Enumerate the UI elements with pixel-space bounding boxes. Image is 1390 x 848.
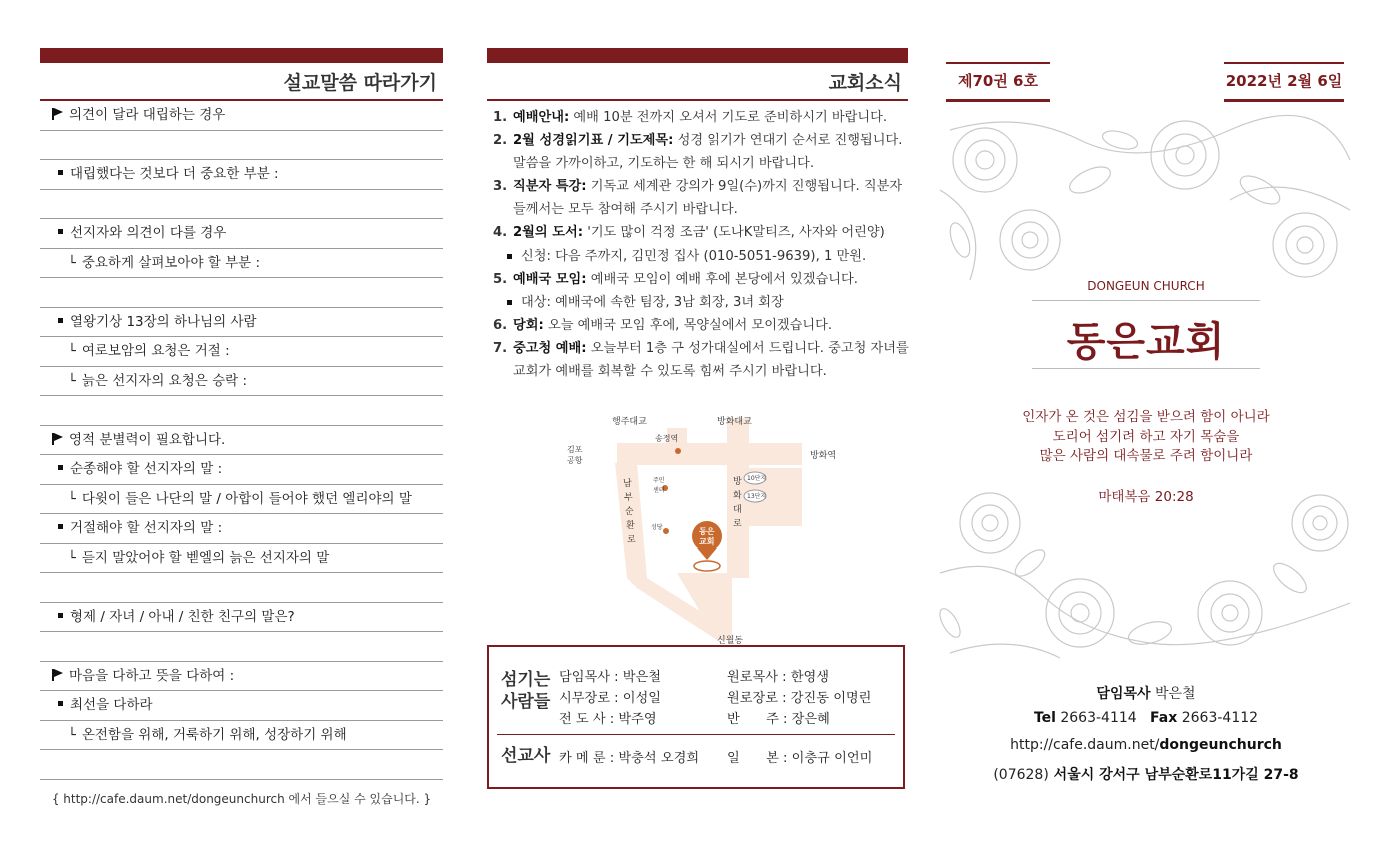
sermon-note-row <box>40 278 443 308</box>
news-body: '기도 많이 걱정 조금' (도나K말티즈, 사자와 어린양) <box>583 225 885 241</box>
news-body: 예배국 모임이 예배 후에 본당에서 있겠습니다. <box>586 271 858 287</box>
news-body: 예배 10분 전까지 오셔서 기도로 준비하시기 바랍니다. <box>569 110 888 125</box>
square-bullet-icon <box>58 613 63 618</box>
church-building-icon <box>694 561 720 571</box>
news-item <box>493 314 909 337</box>
map-label-songjeong: 송정역 <box>655 434 679 443</box>
sermon-notes-title: 설교말씀 따라가기 <box>283 72 437 94</box>
sermon-note-row <box>40 101 443 131</box>
sermon-note-row <box>40 396 443 426</box>
news-heading: 직분자 특강: <box>513 179 587 195</box>
square-bullet-icon <box>58 465 63 470</box>
sermon-note-row <box>40 160 443 190</box>
sermon-note-row <box>40 190 443 220</box>
news-heading: 당회: <box>513 317 544 333</box>
staff-evangelist: 전 도 사 : 박주영 <box>559 712 657 727</box>
location-map <box>547 408 847 648</box>
songjeong-station-marker <box>675 448 681 454</box>
news-heading: 예배안내: <box>513 110 570 125</box>
sermon-note-text: 중요하게 살펴보아야 할 부분 : <box>81 254 261 271</box>
sermon-note-text: 거절해야 할 선지자의 말 : <box>70 520 223 536</box>
flag-icon <box>52 108 63 120</box>
news-item <box>493 268 909 291</box>
map-label-apt-10: 10단지 <box>747 475 767 482</box>
news-body: 성경 읽기가 연대기 순서로 진행됩니다. 말씀을 가까이하고, 기도하는 한 해 되시기 바랍니다. <box>513 133 903 172</box>
phone-fax: Tel 2663-4114 Fax 2663-4112 <box>1033 710 1259 726</box>
staff-divider <box>497 734 895 735</box>
square-bullet-icon <box>58 318 63 323</box>
svg-text:방: 방 <box>733 477 742 487</box>
church-news-list <box>493 106 909 383</box>
news-body: 오늘부터 1층 구 성가대실에서 드립니다. 중고청 자녀를 교회가 예배를 회복할 수 있도록 힘써 주시기 바랍니다. <box>513 340 909 380</box>
staff-pastor: 담임목사 : 박은철 <box>559 670 662 685</box>
news-number: 4. <box>493 225 508 241</box>
church-pin-icon <box>692 521 722 551</box>
staff-accompanist: 반 주 : 장은혜 <box>727 712 830 727</box>
rose-border-top <box>930 110 1362 295</box>
staff-box <box>487 645 905 789</box>
news-number: 3. <box>493 179 508 195</box>
sermon-note-row <box>40 308 443 338</box>
flag-icon <box>52 433 63 445</box>
news-body: 다음 주까지, 김민정 집사 (010-5051-9639), 1 만원. <box>550 248 867 264</box>
sermon-note-row <box>40 219 443 249</box>
cover-divider-bottom <box>1032 368 1260 369</box>
news-number: 2. <box>493 133 508 149</box>
road-horizontal <box>617 443 802 465</box>
church-address: (07628) 서울시 강서구 남부순환로11가길 27-8 <box>993 767 1299 783</box>
news-heading: 2월의 도서: <box>513 225 583 241</box>
svg-text:환: 환 <box>626 521 635 531</box>
sermon-note-row <box>40 514 443 544</box>
sermon-note-text: 순종해야 할 선지자의 말 : <box>70 461 223 477</box>
header-bar <box>40 48 443 63</box>
map-label-community-2: 센터 <box>653 487 665 494</box>
sermon-note-row <box>40 249 443 279</box>
square-bullet-icon <box>58 170 63 175</box>
scripture-verse: 인자가 온 것은 섬김을 받으려 함이 아니라 도리어 섬기려 하고 자기 목숨을 많은 사람의 대속물로 주려 함이니라 <box>1022 409 1270 464</box>
sermon-note-text: 최선을 다하라 <box>70 697 153 713</box>
sub-arrow-icon: └ <box>68 344 76 359</box>
sermon-note-row <box>40 455 443 485</box>
news-item <box>493 221 909 244</box>
map-label-haengju: 행주대교 <box>612 417 647 427</box>
square-bullet-icon <box>58 701 63 706</box>
sermon-note-text: 온전함을 위해, 거룩하기 위해, 성장하기 위해 <box>81 726 347 743</box>
map-label-sinwol: 신월동 <box>717 636 744 646</box>
sermon-note-row <box>40 721 443 751</box>
sermon-notes-lines <box>40 101 443 780</box>
news-body: 오늘 예배국 모임 후에, 목양실에서 모이겠습니다. <box>543 317 833 333</box>
church-name-korean: 동은교회 <box>1066 319 1226 365</box>
news-heading: 예배국 모임: <box>513 271 587 287</box>
svg-text:부: 부 <box>624 493 633 503</box>
title-divider <box>487 99 908 101</box>
staff-emeritus-pastor: 원로목사 : 한영생 <box>727 670 830 685</box>
sermon-note-text: 선지자와 의견이 다를 경우 <box>70 225 227 241</box>
map-label-gimpo: 김포 <box>567 445 583 454</box>
map-label-airport: 공항 <box>567 456 583 465</box>
sermon-note-text: 여로보암의 요청은 거절 : <box>81 343 230 359</box>
sermon-note-row <box>40 367 443 397</box>
news-item <box>493 175 909 221</box>
news-item <box>493 245 909 268</box>
svg-text:로: 로 <box>627 535 636 545</box>
church-pin-tip <box>697 548 717 560</box>
sermon-note-text: 의견이 달라 대립하는 경우 <box>69 107 226 123</box>
sub-arrow-icon: └ <box>68 373 76 389</box>
sermon-note-row <box>40 544 443 574</box>
news-heading: 중고청 예배: <box>513 340 587 356</box>
svg-text:순: 순 <box>625 507 634 517</box>
svg-text:화: 화 <box>733 491 742 501</box>
sermon-note-row <box>40 337 443 367</box>
sermon-note-row <box>40 131 443 161</box>
news-number: 1. <box>493 110 508 125</box>
sermon-note-text: 늙은 선지자의 요청은 승락 : <box>81 372 247 389</box>
svg-text:로: 로 <box>733 519 742 529</box>
news-heading: 2월 성경읽기표 / 기도제목: <box>513 133 674 149</box>
map-label-community-1: 주민 <box>653 477 665 484</box>
square-bullet-icon <box>58 229 63 234</box>
staff-elder: 시무장로 : 이성일 <box>559 691 662 706</box>
sermon-note-row <box>40 662 443 692</box>
bulletin-cover <box>930 48 1362 808</box>
sermon-note-text: 마음을 다하고 뜻을 다하여 : <box>69 667 235 684</box>
staff-emeritus-elders: 원로장로 : 강진동 이명린 <box>727 691 872 706</box>
map-label-cathedral: 성당 <box>651 524 663 531</box>
news-number: 6. <box>493 317 508 333</box>
news-heading: 대상: <box>521 294 551 310</box>
svg-text:남: 남 <box>623 479 632 489</box>
news-heading: 신청: <box>521 248 551 264</box>
news-item <box>493 291 909 314</box>
square-bullet-icon <box>507 300 512 305</box>
news-body: 기독교 세계관 강의가 9일(수)까지 진행됩니다. 직분자들께서는 모두 참여해 주시기 바랍니다. <box>513 179 903 218</box>
map-drawing <box>547 408 847 648</box>
staff-label: 섬기는 사람들 <box>501 670 551 712</box>
news-item <box>493 106 909 129</box>
sermon-notes-panel <box>40 48 443 808</box>
pastor-contact: 담임목사 박은철 <box>1096 686 1196 702</box>
map-label-banghwa-station: 방화역 <box>810 451 837 461</box>
news-number: 7. <box>493 340 508 356</box>
square-bullet-icon <box>58 524 63 529</box>
news-item <box>493 337 909 383</box>
news-body: 예배국에 속한 팀장, 3남 회장, 3녀 회장 <box>550 294 784 310</box>
sub-arrow-icon: └ <box>68 255 76 271</box>
cover-divider-top <box>1032 300 1260 301</box>
map-label-banghwa-bridge: 방화대교 <box>717 417 752 427</box>
bulletin-date: 2022년 2월 6일 <box>1224 62 1344 102</box>
missionary-cameroon: 카 메 룬 : 박충석 오경희 <box>559 751 700 766</box>
news-number: 5. <box>493 271 508 287</box>
sermon-note-text: 형제 / 자녀 / 아내 / 친한 친구의 말은? <box>70 608 295 625</box>
missionary-label: 선교사 <box>501 746 551 766</box>
sermon-note-row <box>40 691 443 721</box>
sermon-note-text: 다윗이 들은 나단의 말 / 아합이 들어야 했던 엘리야의 말 <box>81 490 412 507</box>
sub-arrow-icon: └ <box>68 550 76 566</box>
sermon-notes-footer: { http://cafe.daum.net/dongeunchurch 에서 들으실 수 있습니다. } <box>51 792 432 806</box>
sermon-note-row <box>40 485 443 515</box>
flag-icon <box>52 669 63 681</box>
sub-arrow-icon: └ <box>68 727 76 743</box>
map-label-church-1: 동은 <box>699 527 715 536</box>
cathedral-marker <box>663 528 669 534</box>
sermon-note-text: 영적 분별력이 필요합니다. <box>69 431 226 448</box>
church-news-title: 교회소식 <box>828 72 902 94</box>
scripture-reference: 마태복음 20:28 <box>1098 489 1194 505</box>
sermon-note-text: 듣지 말았어야 할 벧엘의 늙은 선지자의 말 <box>81 549 330 566</box>
sermon-note-row <box>40 426 443 456</box>
sermon-note-text: 열왕기상 13장의 하나님의 사람 <box>70 313 257 330</box>
map-label-church-2: 교회 <box>699 537 715 546</box>
header-bar <box>487 48 908 63</box>
rose-border-bottom <box>930 483 1362 668</box>
sermon-note-row <box>40 573 443 603</box>
cafe-url[interactable]: http://cafe.daum.net/dongeunchurch <box>1010 737 1282 753</box>
sermon-note-row <box>40 750 443 780</box>
map-label-apt-13: 13단지 <box>747 493 767 500</box>
square-bullet-icon <box>507 254 512 259</box>
sermon-note-row <box>40 632 443 662</box>
volume-number: 제70권 6호 <box>946 62 1050 102</box>
missionary-japan: 일 본 : 이충규 이언미 <box>727 751 873 766</box>
svg-text:대: 대 <box>733 505 742 515</box>
church-name-english: DONGEUN CHURCH <box>1087 279 1205 293</box>
church-news-panel <box>487 48 908 808</box>
sermon-note-row <box>40 603 443 633</box>
sermon-note-text: 대립했다는 것보다 더 중요한 부분 : <box>70 166 279 182</box>
news-item <box>493 129 909 175</box>
sub-arrow-icon: └ <box>68 491 76 507</box>
